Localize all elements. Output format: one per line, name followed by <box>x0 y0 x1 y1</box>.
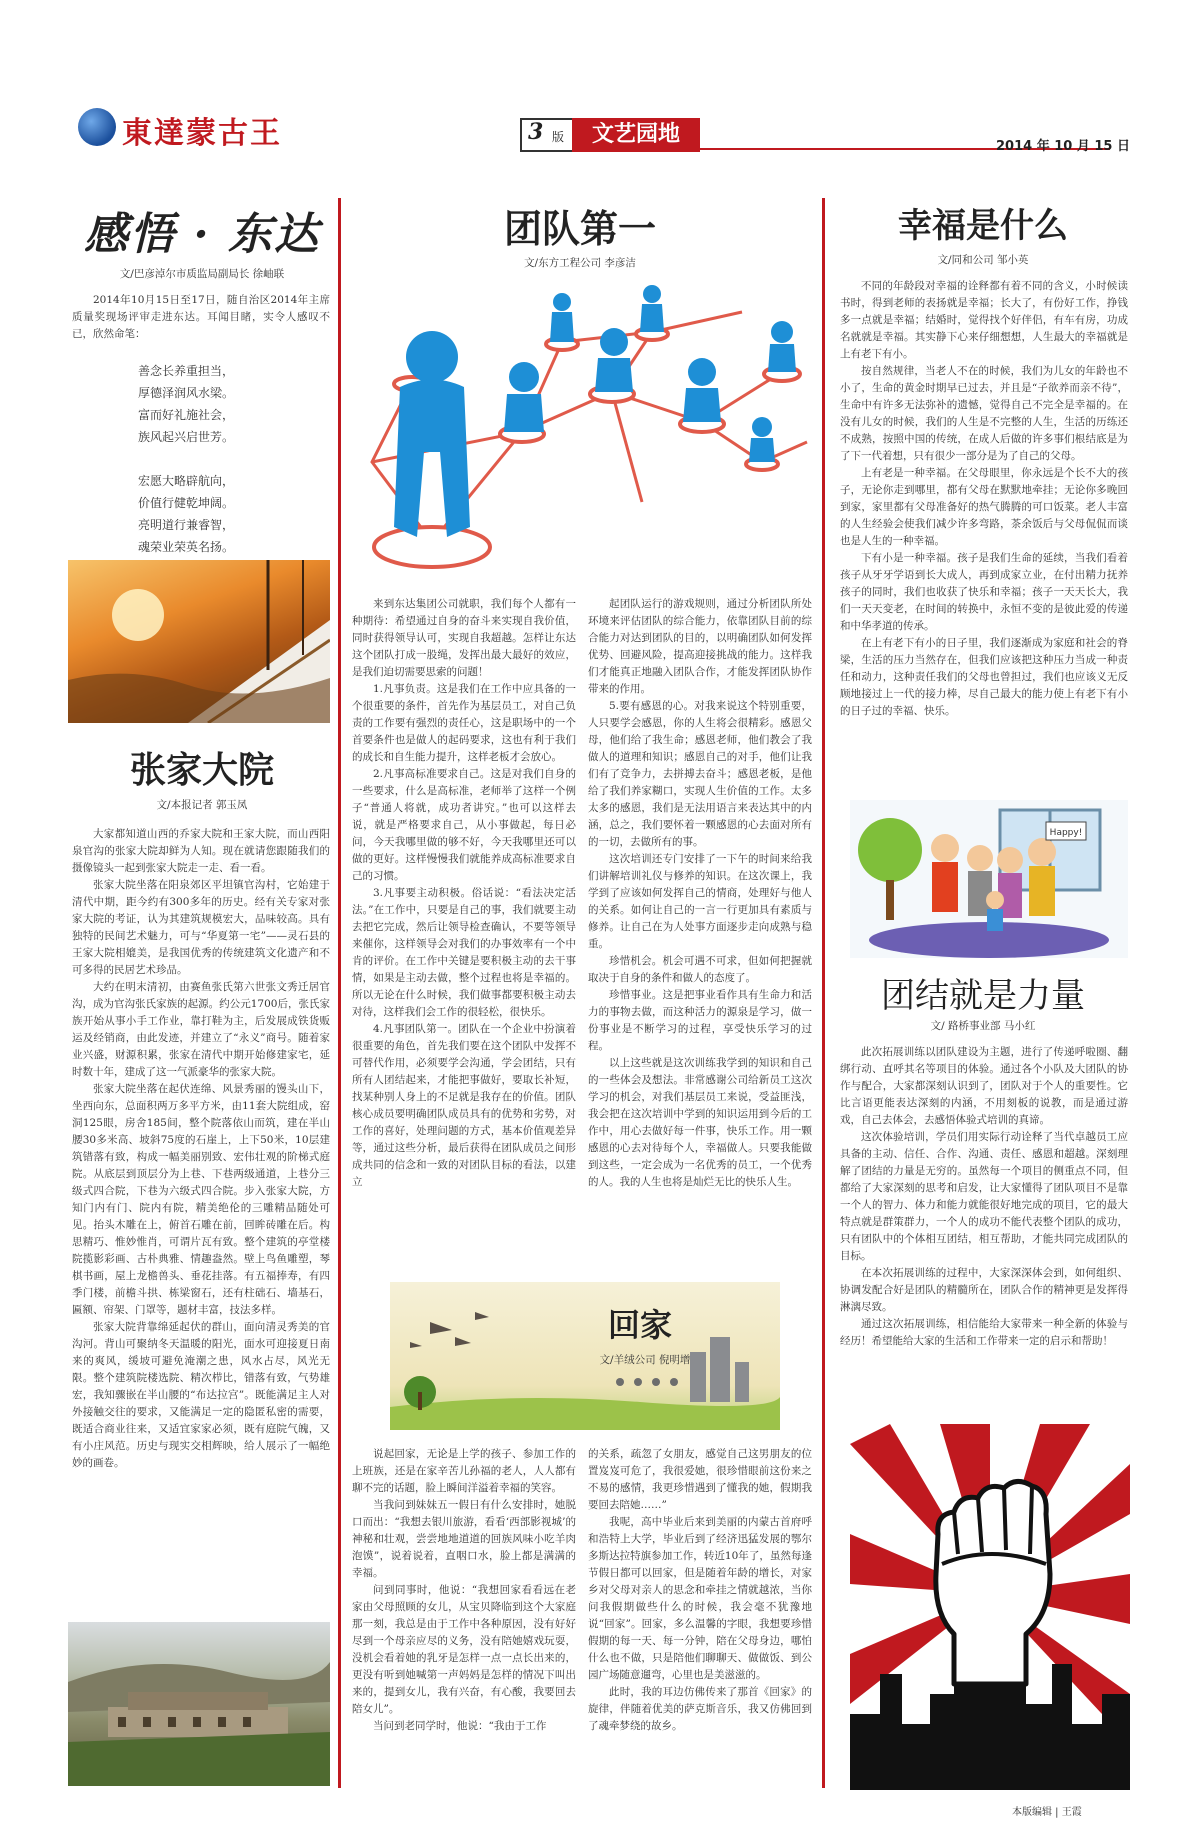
column-divider-right <box>822 198 825 1788</box>
body-zhangjia <box>72 826 330 1472</box>
paragraph: 以上这些就是这次训练我学到的知识和自己的一些体会及想法。非常感谢公司给新员工这次学习的机会，对我们基层员工来说，受益匪浅，我会把在这次培训中学到的知识运用到今后的工作中，用心去做好每一件事，快乐工作。用一颗感恩的心去对待每个人，幸福做人。只要我能做到这些，一定会成为一名优秀的员工，一个优秀的人。我的人生也将是灿烂无比的快乐人生。 <box>588 1057 812 1188</box>
page-number: 3 <box>528 119 544 145</box>
courtyard-photo <box>68 1622 330 1786</box>
poem <box>138 360 318 558</box>
page-date: 2014 年 10 月 15 日 <box>996 139 1130 154</box>
paragraph: 来到东达集团公司就职，我们每个人都有一种期待：希望通过自身的奋斗来实现自我价值，同时获得领导认可，实现自我超越。怎样让东达这个团队打成一股绳，发挥出最大最好的效应，是我们迫切需要思索的问题！ <box>352 598 576 678</box>
paragraph: 大约在明末清初，由赛鱼张氏第六世张文秀迁居官沟，成为官沟张氏家族的起源。约公元1700后，张氏家族开始从事小手工作业，靠打鞋为主，后发展成铁货贩运及经销商，由此发迹，并建立了“永义”商号。随着家业兴盛，财源积累，张家在清代中期开始修建家宅，延时数十年，建成了这一气派豪华的张家大院。 <box>72 981 330 1078</box>
paragraph: 张家大院坐落在起伏连绵、风景秀丽的馒头山下，坐西向东，总面积两万多平方米，由11套大院组成，窑洞125眼，房舍185间，整个院落依山而筑，建在半山腰30多米高、坡斜75度的石崖上，上下50米，10层建筑错落有致，构成一幅美丽别致、宏伟壮观的阶梯式庭院。从底层到顶层分为上巷、下巷两级通道，上巷分三级式四合院，下巷为六级式四合院。步入张家大院，方知门内有门、院内有院，精美绝伦的三雕精品随处可见。抬头木雕在上，俯首石雕在前，回眸砖雕在后。构思精巧、惟妙惟肖，可谓片瓦有致。整个建筑的亭堂楼院揽影彩画、古朴典雅、情趣盎然。壁上鸟鱼雕塑，琴棋书画，屋上龙檐兽头、垂花挂落。有五福捧寿，有四季门楼，前檐斗拱、栋梁窗石，还有柱础石、墙基石，匾额、帘架、门罩等，题材丰富，技法多样。 <box>72 1083 330 1316</box>
byline-unity: 文/ 路桥事业部 马小红 <box>930 1020 1036 1032</box>
paragraph: 问到同事时，他说：“我想回家看看远在老家由父母照顾的女儿，从宝贝降临到这个大家庭那一刻，我总是由于工作中各种原因，没有好好尽到一个母亲应尽的义务，没有陪她嬉戏玩耍，没机会看着她的乳牙是怎样一点一点长出来的，更没有听到她喊第一声妈妈是怎样的情况下叫出来的，提到女儿，我有兴奋，有心酸，我要回去陪女儿”。 <box>352 1584 576 1715</box>
poem-line: 亮明道行兼睿智， <box>138 518 235 532</box>
paragraph: 此时，我的耳边仿佛传来了那首《回家》的旋律，伴随着优美的萨克斯音乐，我又仿佛回到了魂牵梦绕的故乡。 <box>588 1686 812 1732</box>
paragraph: 大家都知道山西的乔家大院和王家大院，而山西阳泉官沟的张家大院却鲜为人知。现在就请您跟随我们的摄像镜头一起到张家大院走一走、看一看。 <box>72 828 330 874</box>
body-unity <box>840 1044 1128 1350</box>
paragraph: 5.要有感恩的心。对我来说这个特别重要，人只要学会感恩，你的人生将会很精彩。感恩父母，他们给了我生命；感恩老师，他们教会了我做人的道理和知识；感恩自己的对手，他们让我们有了竞争力，去拼搏去奋斗；感恩老板，是他给了我们养家糊口，实现人生价值的工作。太多太多的感恩，我们是无法用语言来表达其中的内涵，总之，我们要怀着一颗感恩的心去面对所有的一切，去做所有的事。 <box>588 700 812 848</box>
family-cartoon <box>850 800 1128 958</box>
paragraph: 这次培训还专门安排了一下午的时间来给我们讲解培训礼仪与修养的知识。在这次课上，我学到了应该如何发挥自己的情商，处理好与他人的关系。如何让自己的一言一行更加具有素质与修养。让自己在为人处事方面逐步走向成熟与稳重。 <box>588 853 812 950</box>
paragraph: 珍惜机会。机会可遇不可求，但如何把握就取决于自身的条件和做人的态度了。 <box>588 955 812 984</box>
poem-line: 魂荣业荣英名扬。 <box>138 540 235 554</box>
poem-line: 族风起兴启世芳。 <box>138 430 235 444</box>
paragraph: 上有老是一种幸福。在父母眼里，你永远是个长不大的孩子，无论你走到哪里，都有父母在默默地牵挂；无论你多晚回到家，家里都有父母准备好的热气腾腾的可口饭菜。老人丰富的人生经验会使我们减少许多弯路，茶余饭后与父母侃侃而谈也是人生的一种幸福。 <box>840 467 1128 547</box>
courtyard-photo-art <box>68 1622 330 1786</box>
masthead <box>0 0 1200 170</box>
paragraph: 不同的年龄段对幸福的诠释都有着不同的含义，小时候读书时，得到老师的表扬就是幸福；长大了，有份好工作，挣钱多一点就是幸福；结婚时，觉得找个好伴侣，有车有房，功成名就就是幸福。其实静下心来仔细想想，人生最大的幸福就是上有老下有小。 <box>840 280 1128 360</box>
intro-ganwu <box>72 292 330 343</box>
byline-happiness: 文/同和公司 邹小英 <box>937 254 1029 266</box>
home-col1 <box>352 1446 576 1735</box>
paragraph: 我呢，高中毕业后来到美丽的内蒙古首府呼和浩特上大学，毕业后到了经济迅猛发展的鄂尔多斯达拉特旗参加工作，转近10年了，虽然每逢节假日都可以回家，但是随着年龄的增长，对家乡对父母对亲人的思念和牵挂之情就越浓，当你问我假期做些什么的时候，我会毫不犹豫地说“回家”。回家，多么温馨的字眼，我想要珍惜假期的每一天、每一分钟，陪在父母身边，哪怕什么也不做，只是陪他们聊聊天、做做饭、到公园广场随意遛弯，心里也是美滋滋的。 <box>588 1516 812 1681</box>
paragraph: 在上有老下有小的日子里，我们逐渐成为家庭和社会的脊梁，生活的压力当然存在，但我们应该把这种压力当成一种责任和动力，这种责任我们的父母也曾担过，我们也应该义无反顾地接过上一代的接力棒，尽自己最大的能力使上有老下有小的日子过的幸福、快乐。 <box>840 637 1128 717</box>
byline-home: 文/羊绒公司 倪明增 <box>599 1354 691 1366</box>
sailing-photo <box>68 560 330 723</box>
poem-line: 厚德泽润风水梁。 <box>138 386 235 400</box>
paragraph: 2.凡事高标准要求自己。这是对我们自身的一些要求，什么是高标准，老师举了这样一个例子“普通人将就，成功者讲究。”也可以这样去说，就是严格要求自己，从小事做起，每日必问，今天我哪里做的够不好，今天我哪里还可以做的更好。这样慢慢我们就能养成高标准要求自己的习惯。 <box>352 768 576 882</box>
team-network-art <box>352 272 812 590</box>
article-title-happiness: 幸福是什么 <box>898 206 1068 246</box>
body-happiness <box>840 278 1128 720</box>
team-col1 <box>352 596 576 1191</box>
paragraph: 3.凡事要主动积极。俗话说：“看法决定活法。”在工作中，只要是自己的事，我们就要主动去把它完成，然后让领导检查确认，不要等领导来催你，这样领导会对我们的办事效率有一个中肯的评价。在工作中关键是要积极主动的去干事情，如果是主动去做，整个过程也将是幸福的。所以无论在什么时候，我们做事都要积极主动去对待，这样我们会工作的很轻松，很快乐。 <box>352 887 576 1018</box>
paragraph: 说起回家，无论是上学的孩子、参加工作的上班族，还是在家辛苦儿孙福的老人，人人都有聊不完的话题，脸上瞬间洋溢着幸福的笑容。 <box>352 1448 576 1494</box>
paragraph: 按自然规律，当老人不在的时候，我们为儿女的年龄也不小了，生命的黄金时期早已过去，并且是“子欲养而亲不待”，生命中有许多无法弥补的遗憾，觉得自己不完全是幸福的。在没有儿女的时候，我们的人生是不完整的人生，生活的历练还不成熟，按照中国的传统，在成人后做的许多事们根结底是为了下一代着想，只有很少一部分是为了自己的父母。 <box>840 365 1128 462</box>
byline-zhangjia: 文/本报记者 郭玉凤 <box>156 799 248 811</box>
paragraph: 起团队运行的游戏规则，通过分析团队所处环境来评估团队的综合能力，依靠团队目前的综合能力对达到团队的目的，以明确团队如何发挥优势、回避风险，提高迎接挑战的能力。这样我们才能真正地融入团队合作，才能发挥团队协作带来的作用。 <box>588 598 812 695</box>
paragraph: 当问到老同学时，他说：“我由于工作 <box>373 1720 547 1732</box>
article-title-zhangjia: 张家大院 <box>129 750 274 791</box>
paragraph: 通过这次拓展训练，相信能给大家带来一种全新的体验与经历！希望能给大家的生活和工作带来一定的启示和帮助！ <box>840 1318 1128 1347</box>
section-title: 文艺园地 <box>572 118 700 152</box>
family-cartoon-art <box>850 800 1128 958</box>
fist-poster-art <box>850 1424 1130 1790</box>
intro-paragraph: 2014年10月15日至17日，随自治区2014年主席质量奖现场评审走进东达。耳闻目睹，实令人感叹不已，欣然命笔： <box>72 294 330 340</box>
paragraph: 此次拓展训练以团队建设为主题，进行了传递呼啦圈、翻绑行动、直呼其名等项目的体验。通过各个小队及大团队的协作与配合，大家都深刻认识到了，团队对于个人的重要性。它比言语更能表达深刻的内涵，不用刻板的说教，而是通过游戏，自己去体会，去感悟体验式培训的真谛。 <box>840 1046 1128 1126</box>
paragraph: 4.凡事团队第一。团队在一个企业中扮演着很重要的角色，首先我们要在这个团队中发挥不可替代作用，必须要学会沟通，学会团结，只有所有人团结起来，才能把事做好，要取长补短，找某种别人身上的不足就是我存在的价值。团队核心成员要明确团队成员具有的优势和劣势，对工作的喜好，处理问题的方式，基本价值观差异等，通过这些分析，最后获得在团队成员之间形成共同的信念和一致的对团队目标的看法，以建立 <box>352 1023 576 1188</box>
paragraph: 珍惜事业。这是把事业看作具有生命力和活力的事物去做，而这种活力的源泉是学习，做一份事业是不断学习的过程，享受快乐学习的过程。 <box>588 989 812 1052</box>
paper-name: 東達蒙古王 <box>122 116 282 151</box>
poem-line: 善念长养重担当， <box>138 364 235 378</box>
fist-poster <box>850 1424 1130 1790</box>
paragraph: 1.凡事负责。这是我们在工作中应具备的一个很重要的条件，首先作为基层员工，对自己负责的工作要有强烈的责任心，这是职场中的一个首要条件也是做人的起码要求，这也有利于我们的成长和自生能力提升，这样老板才会放心。 <box>352 683 576 763</box>
paragraph: 的关系，疏忽了女朋友，感觉自己这男朋友的位置岌岌可危了，我很爱她，很珍惜眼前这份来之不易的感情，我更珍惜遇到了懂我的她，假期我要回去陪她……” <box>588 1448 812 1511</box>
paragraph: 这次体验培训，学员们用实际行动诠释了当代卓越员工应具备的主动、信任、合作、沟通、责任、感恩和超越。深刻理解了团结的力量是无穷的。虽然每一个项目的侧重点不同，但都给了大家深刻的思考和启发，让大家懂得了团队项目不是靠一个人的智力、体力和能力就能很好地完成的项目，它的最大特点就是群策群力，一个人的成功不能代表整个团队的成功，只有团队中的个体相互团结，相互帮助，才能共同完成团队的目标。 <box>840 1131 1128 1262</box>
byline-ganwu: 文/巴彦淖尔市质监局副局长 徐岫联 <box>119 268 285 280</box>
home-col2 <box>588 1446 812 1735</box>
team-col2 <box>588 596 812 1191</box>
poem-gap <box>138 448 318 470</box>
paragraph: 下有小是一种幸福。孩子是我们生命的延续，当我们看着孩子从牙牙学语到长大成人，再到成家立业，在付出精力抚养孩子的同时，我们也收获了快乐和幸福；孩子一天天长大，我们一天天变老，在时间的转换中，永恒不变的是彼此爱的传递和中华孝道的传承。 <box>840 552 1128 632</box>
article-title-team: 团队第一 <box>503 207 656 251</box>
poem-line: 价值行健乾坤阔。 <box>138 496 235 510</box>
byline-team: 文/东方工程公司 李彦洁 <box>524 257 636 269</box>
globe-logo-icon <box>78 108 116 146</box>
sailing-photo-art <box>68 560 330 723</box>
page-unit: 版 <box>552 130 565 144</box>
editor-credit: 本版编辑 | 王霞 <box>1012 1807 1082 1818</box>
paragraph: 当我问到妹妹五一假日有什么安排时，她脱口而出：“我想去银川旅游，看看‘西部影视城’的神秘和壮观，尝尝地地道道的回族风味小吃羊肉泡馍”，说着说着，直咽口水，脸上都是满满的幸福。 <box>352 1499 576 1579</box>
article-title-ganwu: 感悟 · 东达 <box>84 209 320 260</box>
family-sign-text: Happy! <box>1049 828 1083 838</box>
paragraph: 在本次拓展训练的过程中，大家深深体会到，如何组织、协调发配合好是团队的精髓所在，团队合作的精神更是发挥得淋漓尽致。 <box>840 1267 1128 1313</box>
article-title-unity: 团结就是力量 <box>881 976 1085 1016</box>
poem-line: 宏愿大略辟航向， <box>138 474 235 488</box>
paragraph: 张家大院背靠绵延起伏的群山，面向清灵秀美的官沟河。背山可聚纳冬天温暖的阳光，面水可迎接夏日南来的爽风，缓坡可避免淹潮之患，风水占尽，风光无限。整个建筑院楼选院、精次栉比，错落有致，气势雄宏，我知骤嵌在半山腰的“布达拉宫”。既能满足主人对外接触交往的要求，又能满足一定的隐匿私密的需要，既适合商业往来，又适宜家家必须，既有庭院气魄，又有小庄风范。历史与现实交相辉映，给人展示了一幅绝妙的画卷。 <box>72 1321 330 1469</box>
poem-line: 富而好礼施社会， <box>138 408 235 422</box>
article-title-home: 回家 <box>607 1306 672 1344</box>
column-divider-left <box>338 198 341 1788</box>
paragraph: 张家大院坐落在阳泉郊区平坦镇官沟村，它始建于清代中期，距今约有300多年的历史。经有关专家对张家大院的考证，认为其建筑规模宏大，品味较高。具有独特的民间艺术魅力，可与“华夏第一宅”——灵石县的王家大院相媲美，是我国优秀的传统建筑文化遗产和不可多得的民居艺术珍品。 <box>72 879 330 976</box>
team-network-illustration <box>352 272 812 590</box>
